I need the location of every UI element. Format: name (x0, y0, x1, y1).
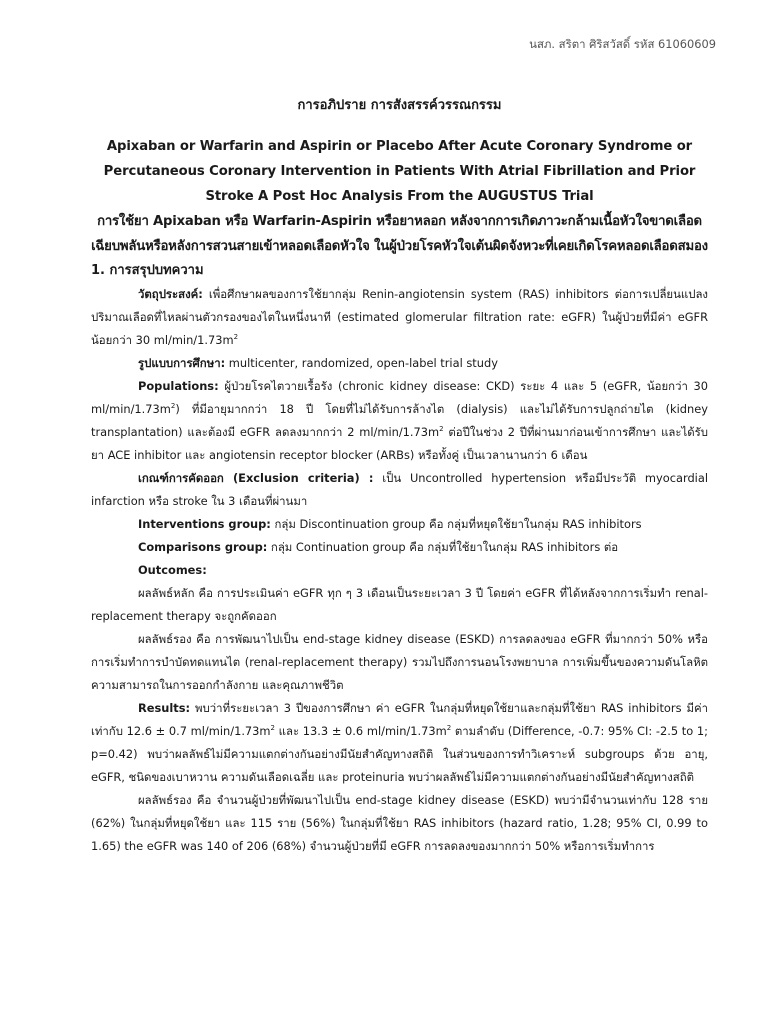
populations-superscript-1: 2 (170, 402, 176, 410)
design-paragraph (91, 352, 708, 375)
design-label: รูปแบบการศึกษา: (138, 356, 226, 370)
author-line: นสภ. สริตา ศิริสวัสดิ์ รหัส 61060609 (529, 37, 716, 51)
design-text: multicenter, randomized, open-label trial study (228, 356, 498, 370)
results-text-3: ตามลำดับ (Difference, -0.7: 95% CI: -2.5 to 1; p=0.42) พบว่าผลลัพธ์ไม่มีความแตกต่างกันอย่างมีนัยสำคัญทางสถิติ ในส่วนของการทำวิเคราะห์ subgroups ด้วย อายุ, eGFR, ชนิดของเบาหวาน ความดันเลือดเฉลี่ย และ proteinuria พบว่าผลลัพธ์ไม่มีความแตกต่างกันอย่างมีนัยสำคัญทางสถิติ (91, 724, 708, 784)
interventions-paragraph (91, 513, 708, 536)
populations-superscript-2: 2 (439, 425, 444, 433)
comparisons-label: Comparisons group: (138, 540, 268, 554)
results-text-1: พบว่าที่ระยะเวลา 3 ปีของการศึกษา ค่า eGFR ในกลุ่มที่หยุดใช้ยาและกลุ่มที่ใช้ยา RAS inhibitors มีค่าเท่ากับ 12.6 ± 0.7 ml/min/1.73m (91, 701, 708, 738)
populations-label: Populations: (138, 379, 219, 393)
exclusion-text: เป็น Uncontrolled hypertension หรือมีประวัติ myocardial infarction หรือ stroke ใน 3 เดือนที่ผ่านมา (91, 471, 708, 508)
populations-text-2: ) ที่มีอายุมากกว่า 18 ปี โดยที่ไม่ได้รับการล้างไต (dialysis) และไม่ได้รับการปลูกถ่ายไต (kidney transplantation) และต้องมี eGFR ลดลงมากกว่า 2 ml/min/1.73m (91, 402, 708, 439)
results-superscript-2: 2 (446, 724, 452, 732)
article-title-thai: การใช้ยา Apixaban หรือ Warfarin-Aspirin หรือยาหลอก หลังจากการเกิดภาวะกล้ามเนื้อหัวใจขาดเลือดเฉียบพลันหรือหลังการสวนสายเข้าหลอดเลือดหัวใจ ในผู้ป่วยโรคหัวใจเต้นผิดจังหวะที่เคยเกิดโรคหลอดเลือดสมอง (91, 214, 708, 254)
article-title-english: Apixaban or Warfarin and Aspirin or Placebo After Acute Coronary Syndrome or Percutaneous Coronary Intervention in Patients With Atrial Fibrillation and Prior Stroke A Post Hoc Analysis From the AUGUSTUS Trial (103, 139, 696, 204)
comparisons-text: กลุ่ม Continuation group คือ กลุ่มที่ใช้ยาในกลุ่ม RAS inhibitors ต่อ (270, 540, 619, 554)
secondary-outcome-paragraph: ผลลัพธ์รอง คือ การพัฒนาไปเป็น end-stage kidney disease (ESKD) การลดลงของ eGFR ที่มากกว่า 50% หรือการเริ่มทำการบำบัดทดแทนไต (renal-replacement therapy) รวมไปถึงการนอนโรงพยาบาล การเพิ่มขึ้นของความดันโลหิต ความสามารถในการออกกำลังกาย และคุณภาพชีวิต (91, 632, 708, 692)
section-heading-summary: 1. การสรุปบทความ (91, 263, 204, 278)
results-paragraph (91, 697, 708, 789)
document-heading: การอภิปราย การสังสรรค์วรรณกรรม (297, 98, 502, 113)
objective-superscript: 2 (233, 333, 239, 341)
objective-text: เพื่อศึกษาผลของการใช้ยากลุ่ม Renin-angiotensin system (RAS) inhibitors ต่อการเปลี่ยนแปลงปริมาณเลือดที่ไหลผ่านตัวกรองของไตในหนึ่งนาที (estimated glomerular filtration rate: eGFR) ในผู้ป่วยที่มีค่า eGFR น้อยกว่า 30 ml/min/1.73m (91, 287, 708, 347)
secondary-result-paragraph: ผลลัพธ์รอง คือ จำนวนผู้ป่วยที่พัฒนาไปเป็น end-stage kidney disease (ESKD) พบว่ามีจำนวนเท่ากับ 128 ราย (62%) ในกลุ่มที่หยุดใช้ยา และ 115 ราย (56%) ในกลุ่มที่ใช้ยา RAS inhibitors (hazard ratio, 1.28; 95% CI, 0.99 to 1.65) the eGFR was 140 of 206 (68%) จำนวนผู้ป่วยที่มี eGFR การลดลงของมากกว่า 50% หรือการเริ่มทำการ (91, 793, 708, 853)
results-label: Results: (138, 701, 191, 715)
populations-text-1: ผู้ป่วยโรคไตวายเรื้อรัง (chronic kidney disease: CKD) ระยะ 4 และ 5 (eGFR, น้อยกว่า 30 ml/min/1.73m (91, 379, 709, 416)
populations-text-3: ต่อปีในช่วง 2 ปีที่ผ่านมาก่อนเข้าการศึกษา และได้รับยา ACE inhibitor และ angiotensin receptor blocker (ARBs) หรือทั้งคู่ เป็นเวลานานกว่า 6 เดือน (91, 425, 708, 462)
interventions-label: Interventions group: (138, 517, 271, 531)
interventions-text: กลุ่ม Discontinuation group คือ กลุ่มที่หยุดใช้ยาในกลุ่ม RAS inhibitors (274, 517, 642, 531)
outcomes-heading (91, 559, 708, 582)
objective-label: วัตถุประสงค์: (138, 287, 203, 301)
outcomes-label: Outcomes: (138, 563, 207, 577)
primary-outcome-paragraph: ผลลัพธ์หลัก คือ การประเมินค่า eGFR ทุก ๆ 3 เดือนเป็นระยะเวลา 3 ปี โดยค่า eGFR ที่ได้หลังจากการเริ่มทำ renal-replacement therapy จะถูกคัดออก (91, 586, 708, 623)
objective-paragraph (91, 283, 708, 352)
comparisons-paragraph (91, 536, 708, 559)
results-superscript-1: 2 (270, 724, 275, 732)
results-text-2: และ 13.3 ± 0.6 ml/min/1.73m (275, 724, 447, 738)
exclusion-label: เกณฑ์การคัดออก (Exclusion criteria) : (138, 471, 374, 485)
populations-paragraph (91, 375, 708, 467)
exclusion-paragraph (91, 467, 708, 513)
